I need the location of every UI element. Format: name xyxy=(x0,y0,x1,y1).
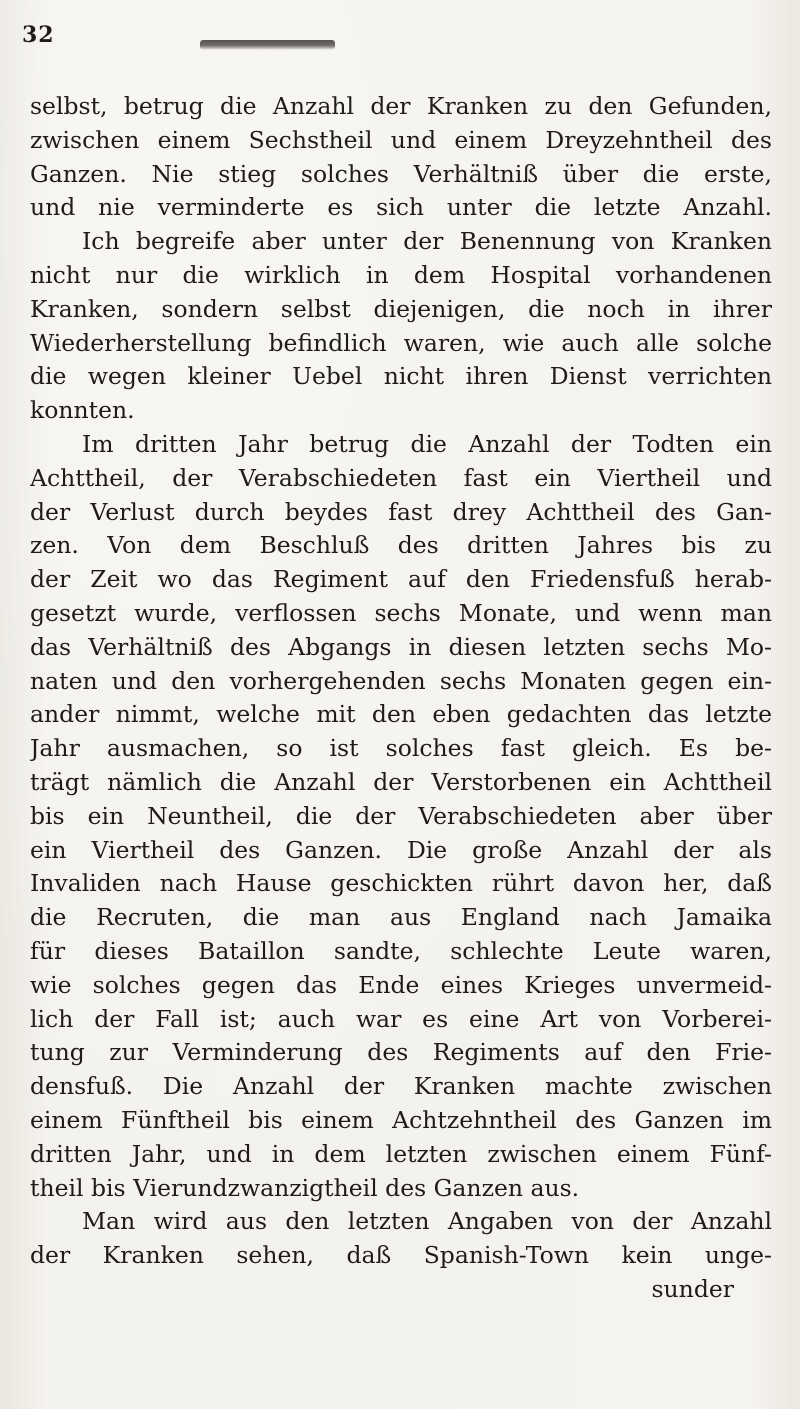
text-line: Im dritten Jahr betrug die Anzahl der Todten ein xyxy=(82,429,772,458)
text-line: Wiederherstellung befindlich waren, wie auch alle solche xyxy=(30,328,772,357)
text-line: das Verhältniß des Abgangs in diesen letzten sechs Mo- xyxy=(30,632,772,661)
text-line: Ich begreife aber unter der Benennung von Kranken xyxy=(82,227,772,256)
text-line: theil bis Vierundzwanzigtheil des Ganzen aus. xyxy=(30,1173,580,1202)
text-line: die wegen kleiner Uebel nicht ihren Dienst verrichten xyxy=(30,362,772,391)
text-line: densfuß. Die Anzahl der Kranken machte zwischen xyxy=(30,1072,772,1101)
text-line: ander nimmt, welche mit den eben gedachten das letzte xyxy=(30,700,772,729)
text-line: nicht nur die wirklich in dem Hospital vorhandenen xyxy=(30,260,772,289)
text-line: ein Viertheil des Ganzen. Die große Anzahl der als xyxy=(30,835,772,864)
text-line: Ganzen. Nie stieg solches Verhältniß über die erste, xyxy=(30,159,772,188)
catchword: sunder xyxy=(651,1274,734,1303)
text-line: gesetzt wurde, verflossen sechs Monate, und wenn man xyxy=(30,598,772,627)
text-line: zen. Von dem Beschluß des dritten Jahres bis zu xyxy=(30,531,772,560)
text-line: Invaliden nach Hause geschickten rührt davon her, daß xyxy=(30,869,772,898)
text-line: für dieses Bataillon sandte, schlechte Leute waren, xyxy=(30,936,772,965)
text-line: der Kranken sehen, daß Spanish-Town kein unge- xyxy=(30,1241,772,1270)
text-line: die Recruten, die man aus England nach Jamaika xyxy=(30,903,772,932)
body-text xyxy=(30,90,772,1307)
text-line: Jahr ausmachen, so ist solches fast gleich. Es be- xyxy=(30,734,772,763)
ink-smudge xyxy=(200,40,335,50)
page-number: 32 xyxy=(22,22,55,48)
text-line: selbst, betrug die Anzahl der Kranken zu den Gefunden, xyxy=(30,92,772,120)
text-line: der Verlust durch beydes fast drey Achttheil des Gan- xyxy=(30,497,772,526)
text-line: Kranken, sondern selbst diejenigen, die noch in ihrer xyxy=(30,294,772,323)
text-line: und nie verminderte es sich unter die letzte Anzahl. xyxy=(30,193,772,222)
text-line: trägt nämlich die Anzahl der Verstorbenen ein Achttheil xyxy=(30,767,772,796)
text-line: dritten Jahr, und in dem letzten zwischen einem Fünf- xyxy=(30,1139,772,1168)
text-line: einem Fünftheil bis einem Achtzehntheil des Ganzen im xyxy=(30,1105,772,1134)
text-line: zwischen einem Sechstheil und einem Dreyzehntheil des xyxy=(30,125,772,154)
text-line: Achttheil, der Verabschiedeten fast ein Viertheil und xyxy=(30,463,772,492)
text-line: Man wird aus den letzten Angaben von der Anzahl xyxy=(82,1207,772,1236)
text-line: wie solches gegen das Ende eines Krieges unvermeid- xyxy=(30,970,772,999)
text-line: der Zeit wo das Regiment auf den Friedensfuß herab- xyxy=(30,565,772,594)
text-line: konnten. xyxy=(30,396,135,425)
text-line: tung zur Verminderung des Regiments auf den Frie- xyxy=(30,1038,772,1067)
text-line: bis ein Neuntheil, die der Verabschiedeten aber über xyxy=(30,801,772,830)
text-line: naten und den vorhergehenden sechs Monaten gegen ein- xyxy=(30,666,772,695)
text-line: lich der Fall ist; auch war es eine Art von Vorberei- xyxy=(30,1004,772,1033)
